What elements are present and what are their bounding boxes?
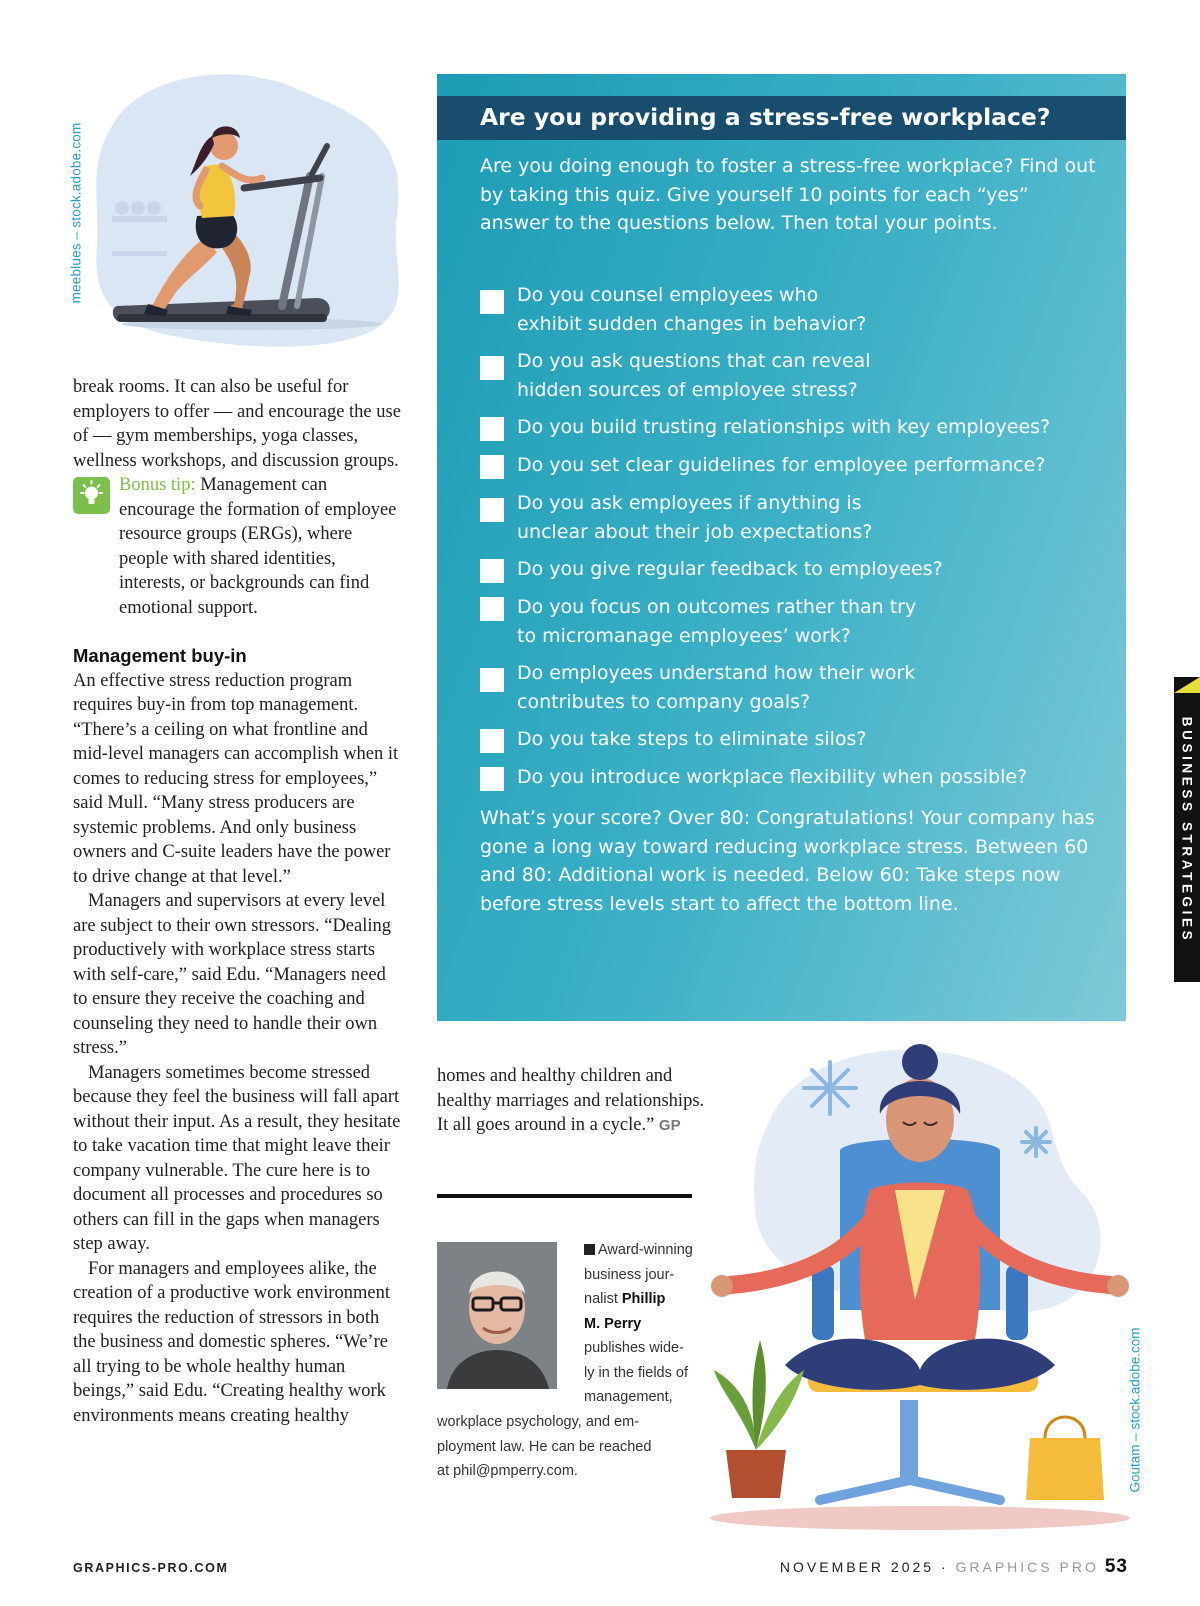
- footer-folio: [780, 1556, 1128, 1578]
- bonus-tip-text: Bonus tip: Management can encourage the formation of employee resource groups (ERGs), where people with shared identities, interests, or backgrounds can find emotional support.: [119, 475, 397, 618]
- quiz-intro: Are you doing enough to foster a stress-free workplace? Find out by taking this quiz. Give yourself 10 points for each “yes” answer to the questions below. Then total your points.: [480, 155, 1096, 234]
- photo-credit-bottom: Goutam – stock.adobe.com: [1127, 1327, 1143, 1493]
- checkbox[interactable]: [480, 767, 504, 791]
- bonus-tip: [73, 473, 403, 620]
- bonus-tip-label: Bonus tip:: [119, 475, 196, 495]
- question-text: Do you ask employees if anything is unclear about their job expectations?: [517, 492, 873, 543]
- section-tab: [1174, 677, 1200, 982]
- left-column: [73, 375, 403, 1428]
- author-name: Phillip: [621, 1291, 666, 1307]
- bio-marker-icon: [584, 1244, 595, 1255]
- section-subhead: Management buy-in: [73, 645, 247, 666]
- author-bio-bottom: workplace psychology, and em- ployment law. He can be reached at phil@pmperry.com.: [437, 1410, 687, 1484]
- photo-credit-top: meeblues – stock.adobe.com: [68, 122, 84, 304]
- footer-issue: NOVEMBER 2025 ·: [779, 1559, 956, 1575]
- author-name: M. Perry: [584, 1315, 642, 1332]
- continued-paragraph: homes and healthy children and healthy marriages and relationships. It all goes around in a cycle.” GP: [437, 1066, 705, 1135]
- question-text: Do you set clear guidelines for employee performance?: [517, 454, 1046, 476]
- question-text: Do you take steps to eliminate silos?: [517, 728, 867, 750]
- checkbox[interactable]: [480, 559, 504, 583]
- quiz-title: Are you providing a stress-free workplace?: [480, 103, 1051, 131]
- body-paragraph: break rooms. It can also be useful for employers to offer — and encourage the use of — gym memberships, yoga classes, wellness workshops, and discussion groups.: [73, 377, 401, 471]
- tab-accent: [1174, 677, 1200, 693]
- quiz-box: [437, 74, 1126, 1021]
- question-text: Do you give regular feedback to employees?: [517, 558, 943, 580]
- body-paragraph: For managers and employees alike, the creation of a productive work environment requires the reduction of stressors in both the business and domestic spheres. “We’re all trying to be whole healthy human beings,” said Edu. “Creating healthy work environments means creating healthy: [73, 1258, 390, 1426]
- checkbox[interactable]: [480, 729, 504, 753]
- question-text: Do you counsel employees who exhibit sudden changes in behavior?: [517, 284, 867, 335]
- divider-rule: [437, 1194, 692, 1198]
- author-bio-top: Award-winning business jour- nalist Phillip M. Perry publishes wide- ly in the fields of management,: [584, 1242, 693, 1405]
- body-paragraph: Managers and supervisors at every level are subject to their own stressors. “Dealing productively with workplace stress starts with self-care,” said Edu. “Managers need to ensure they receive the coaching and counseling they need to handle their own stress.”: [73, 891, 392, 1058]
- body-paragraph: An effective stress reduction program requires buy-in from top management. “There’s a ceiling on what frontline and mid-level managers can accomplish when it comes to reducing stress for employees,” said Mull. “Many stress producers are systemic problems. And only business owners and C-suite leaders have the power to drive change at that level.”: [73, 670, 399, 887]
- page-number: 53: [1104, 1556, 1128, 1577]
- meditating-woman-illustration: [700, 1040, 1140, 1535]
- section-tab-label: BUSINESS STRATEGIES: [1179, 716, 1195, 943]
- quiz-title-bar: [437, 96, 1126, 140]
- question-text: Do you focus on outcomes rather than try to micromanage employees’ work?: [517, 596, 917, 647]
- checkbox[interactable]: [480, 668, 504, 692]
- question-text: Do employees understand how their work contributes to company goals?: [517, 662, 916, 713]
- treadmill-runner-illustration: [72, 66, 422, 356]
- quiz-score-text: What’s your score? Over 80: Congratulations! Your company has gone a long way toward reducing workplace stress. Between 60 and 80: Additional work is needed. Below 60: Take steps now before stress levels start to affect the bottom line.: [480, 807, 1095, 915]
- checkbox[interactable]: [480, 290, 504, 314]
- question-text: Do you introduce workplace flexibility when possible?: [517, 766, 1028, 788]
- checkbox[interactable]: [480, 417, 504, 441]
- end-mark: GP: [658, 1117, 681, 1134]
- author-email: at phil@pmperry.com.: [437, 1463, 578, 1479]
- checkbox[interactable]: [480, 597, 504, 621]
- footer-website: GRAPHICS-PRO.COM: [73, 1561, 229, 1575]
- question-text: Do you build trusting relationships with key employees?: [517, 416, 1051, 438]
- footer-magazine: GRAPHICS PRO: [955, 1559, 1099, 1575]
- author-photo: [437, 1242, 557, 1389]
- checkbox[interactable]: [480, 455, 504, 479]
- checkbox[interactable]: [480, 498, 504, 522]
- checkbox[interactable]: [480, 356, 504, 380]
- lightbulb-icon: [73, 477, 110, 514]
- question-text: Do you ask questions that can reveal hidden sources of employee stress?: [517, 350, 871, 401]
- body-paragraph: Managers sometimes become stressed because they feel the business will fall apart without their input. As a result, they hesitate to take vacation time that might leave their company vulnerable. The cure here is to document all processes and procedures so others can fill in the gaps when managers step away.: [73, 1062, 401, 1254]
